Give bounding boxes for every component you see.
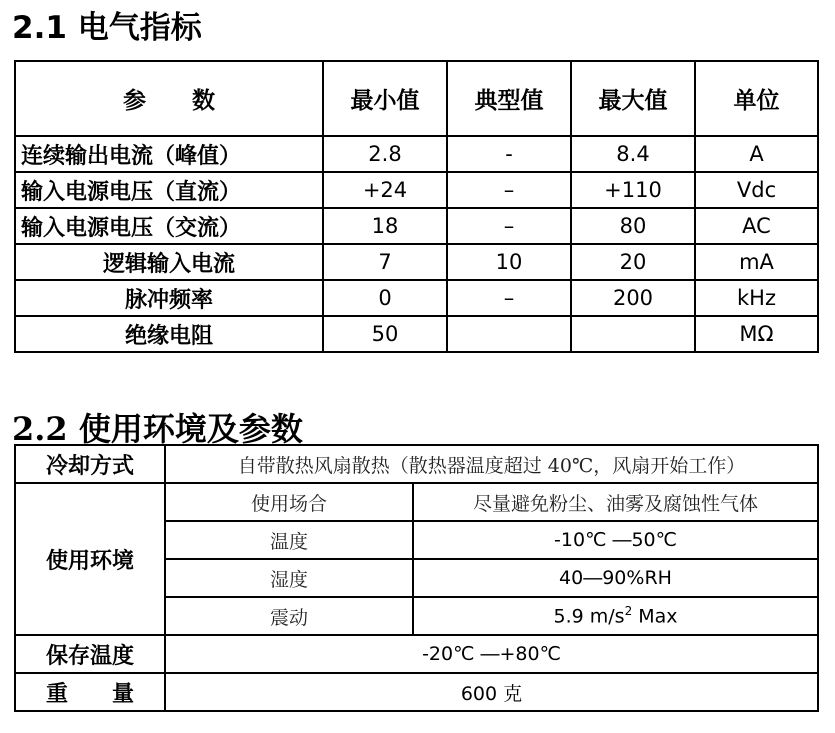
storage-label: 保存温度 bbox=[15, 635, 165, 673]
min-cell: 7 bbox=[323, 244, 447, 280]
storage-value: -20℃ ―+80℃ bbox=[165, 635, 818, 673]
header-typ: 典型值 bbox=[447, 61, 571, 136]
max-cell: 8.4 bbox=[571, 136, 695, 172]
max-cell: 80 bbox=[571, 208, 695, 244]
env-item-value: 40―90%RH bbox=[413, 559, 818, 597]
min-cell: 18 bbox=[323, 208, 447, 244]
header-min: 最小值 bbox=[323, 61, 447, 136]
electrical-spec-table bbox=[14, 60, 819, 353]
table-row bbox=[15, 208, 818, 244]
table-row bbox=[15, 136, 818, 172]
table-row bbox=[15, 635, 818, 673]
table-row bbox=[15, 172, 818, 208]
env-item-name: 湿度 bbox=[165, 559, 413, 597]
param-cell: 输入电源电压（交流） bbox=[15, 208, 323, 244]
max-cell bbox=[571, 316, 695, 352]
env-item-value: -10℃ ―50℃ bbox=[413, 521, 818, 559]
unit-cell: MΩ bbox=[695, 316, 818, 352]
vibration-suffix: Max bbox=[632, 605, 678, 628]
max-cell: 20 bbox=[571, 244, 695, 280]
header-max: 最大值 bbox=[571, 61, 695, 136]
weight-label: 重 量 bbox=[15, 673, 165, 711]
min-cell: 0 bbox=[323, 280, 447, 316]
table-row bbox=[15, 483, 818, 521]
section-title-electrical: 2.1 电气指标 bbox=[12, 10, 202, 46]
environment-label: 使用环境 bbox=[15, 483, 165, 635]
cooling-value: 自带散热风扇散热（散热器温度超过 40℃，风扇开始工作） bbox=[165, 445, 818, 483]
unit-cell: mA bbox=[695, 244, 818, 280]
table-row bbox=[15, 316, 818, 352]
env-item-name: 震动 bbox=[165, 597, 413, 635]
vibration-exponent: 2 bbox=[624, 604, 633, 619]
table-header-row bbox=[15, 61, 818, 136]
unit-cell: AC bbox=[695, 208, 818, 244]
section-title-environment: 2.2 使用环境及参数 bbox=[12, 410, 303, 448]
weight-value: 600 克 bbox=[165, 673, 818, 711]
vibration-value: 5.9 m/s bbox=[553, 605, 625, 628]
cooling-label: 冷却方式 bbox=[15, 445, 165, 483]
env-item-value: 尽量避免粉尘、油雾及腐蚀性气体 bbox=[413, 483, 818, 521]
typ-cell: - bbox=[447, 136, 571, 172]
typ-cell: – bbox=[447, 208, 571, 244]
param-cell: 脉冲频率 bbox=[15, 280, 323, 316]
table-row bbox=[15, 445, 818, 483]
min-cell: +24 bbox=[323, 172, 447, 208]
typ-cell: 10 bbox=[447, 244, 571, 280]
typ-cell: – bbox=[447, 172, 571, 208]
param-cell: 连续输出电流（峰值） bbox=[15, 136, 323, 172]
header-param: 参 数 bbox=[15, 61, 323, 136]
max-cell: +110 bbox=[571, 172, 695, 208]
typ-cell bbox=[447, 316, 571, 352]
param-cell: 绝缘电阻 bbox=[15, 316, 323, 352]
table-row bbox=[15, 280, 818, 316]
unit-cell: Vdc bbox=[695, 172, 818, 208]
unit-cell: A bbox=[695, 136, 818, 172]
param-cell: 输入电源电压（直流） bbox=[15, 172, 323, 208]
env-item-value bbox=[413, 597, 818, 635]
header-unit: 单位 bbox=[695, 61, 818, 136]
min-cell: 50 bbox=[323, 316, 447, 352]
table-row bbox=[15, 673, 818, 711]
max-cell: 200 bbox=[571, 280, 695, 316]
env-item-name: 温度 bbox=[165, 521, 413, 559]
table-row bbox=[15, 244, 818, 280]
environment-spec-table bbox=[14, 444, 819, 712]
typ-cell: – bbox=[447, 280, 571, 316]
env-item-name: 使用场合 bbox=[165, 483, 413, 521]
param-cell: 逻辑输入电流 bbox=[15, 244, 323, 280]
min-cell: 2.8 bbox=[323, 136, 447, 172]
unit-cell: kHz bbox=[695, 280, 818, 316]
